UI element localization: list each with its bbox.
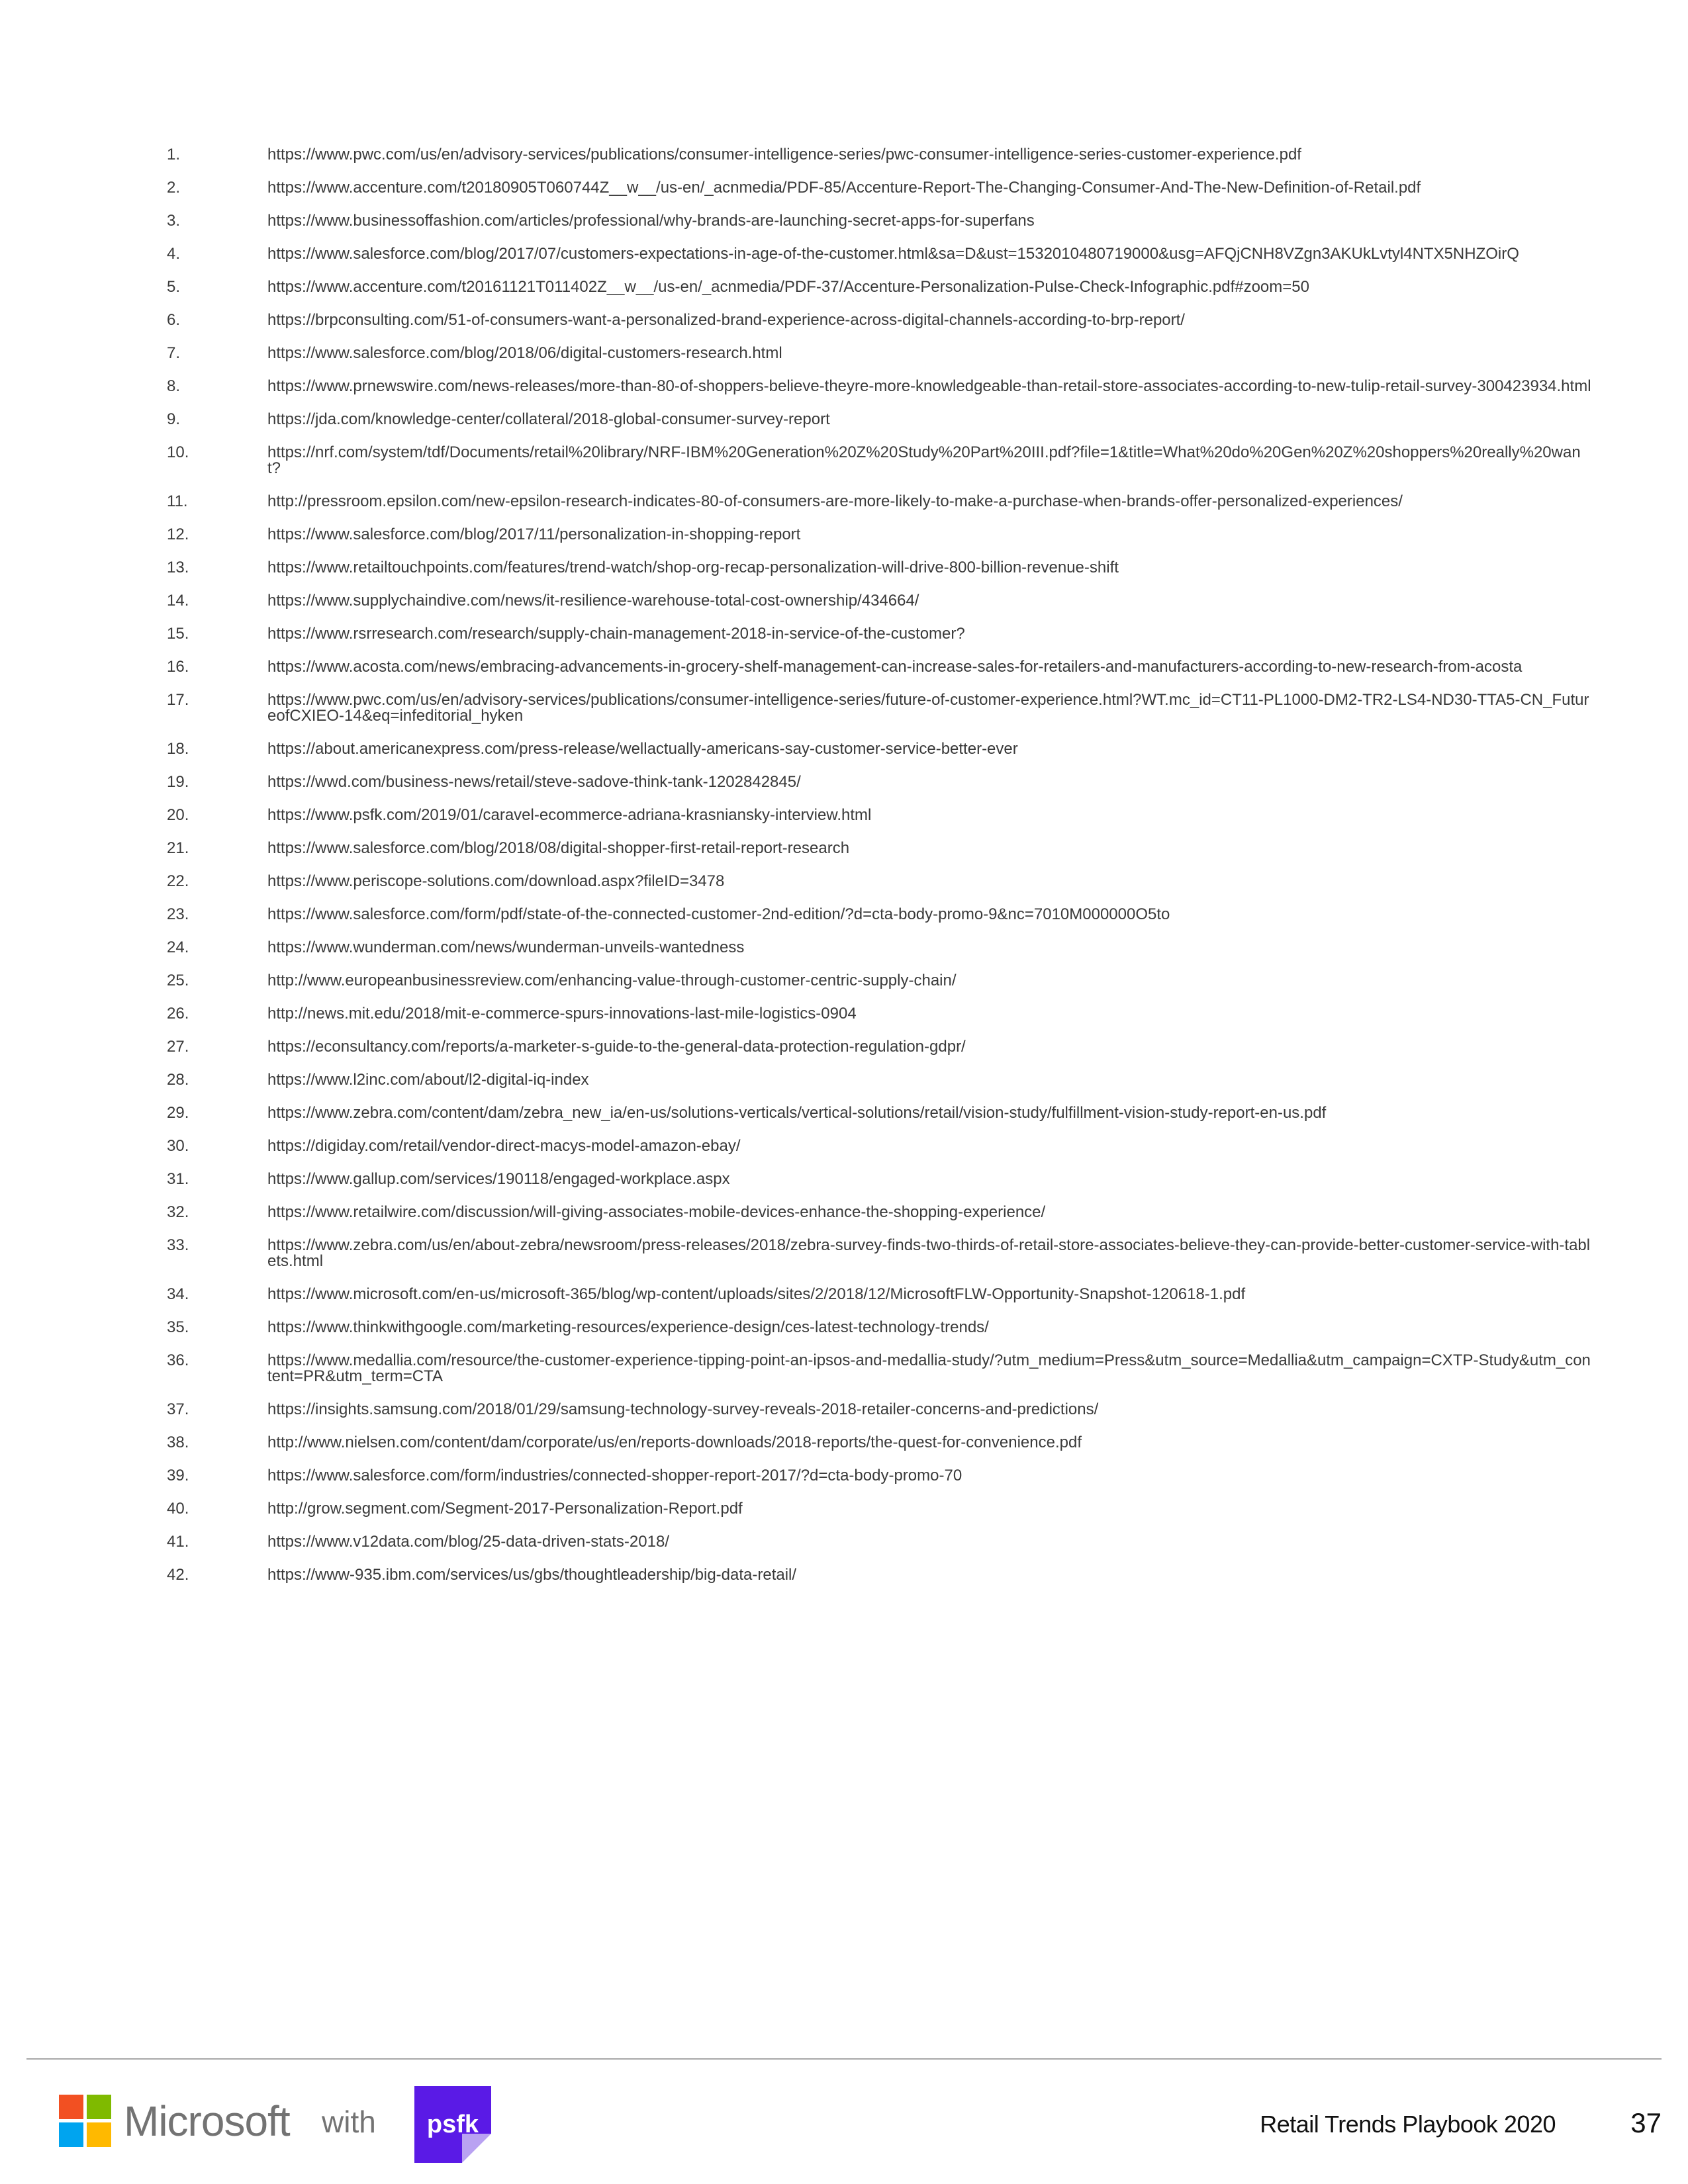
reference-number: 25. [167,972,189,989]
reference-item [167,841,1597,856]
reference-number: 30. [167,1137,189,1155]
reference-url[interactable]: https://www.zebra.com/us/en/about-zebra/newsroom/press-releases/2018/zebra-survey-finds-two-thirds-of-retail-store-associates-believe-they-can-provide-better-customer-service-with-tablets.html [267,1236,1591,1270]
reference-number: 37. [167,1400,189,1418]
reference-number: 17. [167,691,189,709]
reference-url[interactable]: https://www.l2inc.com/about/l2-digital-iq-index [267,1071,589,1089]
reference-item [167,1105,1597,1121]
reference-number: 32. [167,1203,189,1221]
reference-url[interactable]: https://www.prnewswire.com/news-releases/more-than-80-of-shoppers-believe-theyre-more-knowledgeable-than-retail-store-associates-according-to-new-tulip-retail-survey-300423934.html [267,377,1591,395]
reference-number: 42. [167,1566,189,1584]
reference-url[interactable]: https://www.psfk.com/2019/01/caravel-ecommerce-adriana-krasniansky-interview.html [267,806,872,824]
reference-item [167,692,1597,724]
reference-item [167,973,1597,989]
reference-item [167,494,1597,510]
reference-number: 35. [167,1318,189,1336]
reference-url[interactable]: https://www.pwc.com/us/en/advisory-services/publications/consumer-intelligence-series/pwc-consumer-intelligence-series-customer-experience.pdf [267,146,1301,163]
reference-url[interactable]: https://www.v12data.com/blog/25-data-driven-stats-2018/ [267,1533,669,1551]
reference-number: 28. [167,1071,189,1089]
reference-url[interactable]: https://about.americanexpress.com/press-release/wellactually-americans-say-customer-service-better-ever [267,740,1018,758]
reference-item [167,626,1597,642]
ms-logo-yellow-square [87,2122,111,2147]
reference-number: 4. [167,245,181,263]
reference-url[interactable]: https://www.pwc.com/us/en/advisory-services/publications/consumer-intelligence-series/future-of-customer-experience.html?WT.mc_id=CT11-PL1000-DM2-TR2-LS4-ND30-TTA5-CN_FutureofCXIEO-14&eq=infeditorial_hyken [267,691,1589,725]
reference-number: 20. [167,806,189,824]
reference-url[interactable]: https://www.medallia.com/resource/the-customer-experience-tipping-point-an-ipsos-and-medallia-study/?utm_medium=Press&utm_source=Medallia&utm_campaign=CXTP-Study&utm_content=PR&utm_term=CTA [267,1351,1591,1385]
reference-url[interactable]: https://www.supplychaindive.com/news/it-resilience-warehouse-total-cost-ownership/434664/ [267,592,919,610]
reference-url[interactable]: https://econsultancy.com/reports/a-marketer-s-guide-to-the-general-data-protection-regulation-gdpr/ [267,1038,966,1056]
page-number: 37 [1630,2107,1662,2138]
reference-url[interactable]: https://www.accenture.com/t20180905T060744Z__w__/us-en/_acnmedia/PDF-85/Accenture-Report-The-Changing-Consumer-And-The-New-Definition-of-Retail.pdf [267,179,1421,197]
reference-item [167,593,1597,609]
reference-url[interactable]: https://www.microsoft.com/en-us/microsoft-365/blog/wp-content/uploads/sites/2/2018/12/MicrosoftFLW-Opportunity-Snapshot-120618-1.pdf [267,1285,1246,1303]
reference-url[interactable]: https://insights.samsung.com/2018/01/29/samsung-technology-survey-reveals-2018-retailer-concerns-and-predictions/ [267,1400,1099,1418]
reference-url[interactable]: https://jda.com/knowledge-center/collateral/2018-global-consumer-survey-report [267,410,830,428]
references-list [167,147,1597,1600]
reference-item [167,1138,1597,1154]
reference-url[interactable]: http://grow.segment.com/Segment-2017-Personalization-Report.pdf [267,1500,743,1518]
reference-item [167,1287,1597,1302]
reference-item [167,1402,1597,1418]
reference-item [167,907,1597,923]
reference-item [167,1238,1597,1269]
footer-divider [26,2058,1662,2060]
reference-item [167,379,1597,394]
reference-item [167,807,1597,823]
reference-item [167,1435,1597,1451]
reference-item [167,527,1597,543]
reference-item [167,180,1597,196]
reference-number: 10. [167,443,189,461]
reference-number: 22. [167,872,189,890]
reference-url[interactable]: https://www.retailtouchpoints.com/features/trend-watch/shop-org-recap-personalization-will-drive-800-billion-revenue-shift [267,559,1119,576]
reference-url[interactable]: https://www.acosta.com/news/embracing-advancements-in-grocery-shelf-management-can-increase-sales-for-retailers-and-manufacturers-according-to-new-research-from-acosta [267,658,1523,676]
ms-logo-red-square [59,2095,83,2119]
reference-url[interactable]: http://news.mit.edu/2018/mit-e-commerce-spurs-innovations-last-mile-logistics-0904 [267,1005,857,1023]
reference-url[interactable]: https://www.salesforce.com/blog/2017/07/customers-expectations-in-age-of-the-customer.html&sa=D&ust=1532010480719000&usg=AFQjCNH8VZgn3AKUkLvtyl4NTX5NHZOirQ [267,245,1519,263]
reference-item [167,659,1597,675]
reference-number: 2. [167,179,181,197]
reference-item [167,445,1597,477]
reference-number: 18. [167,740,189,758]
reference-item [167,1468,1597,1484]
reference-item [167,412,1597,428]
reference-number: 36. [167,1351,189,1369]
reference-item [167,213,1597,229]
reference-number: 5. [167,278,181,296]
reference-url[interactable]: https://www.salesforce.com/blog/2018/08/digital-shopper-first-retail-report-research [267,839,850,857]
reference-url[interactable]: https://www-935.ibm.com/services/us/gbs/thoughtleadership/big-data-retail/ [267,1566,797,1584]
reference-item [167,560,1597,576]
reference-item [167,1072,1597,1088]
reference-url[interactable]: https://www.retailwire.com/discussion/will-giving-associates-mobile-devices-enhance-the-shopping-experience/ [267,1203,1046,1221]
reference-number: 6. [167,311,181,329]
reference-url[interactable]: http://www.europeanbusinessreview.com/enhancing-value-through-customer-centric-supply-chain/ [267,972,957,989]
reference-number: 31. [167,1170,189,1188]
reference-url[interactable]: https://digiday.com/retail/vendor-direct-macys-model-amazon-ebay/ [267,1137,741,1155]
reference-number: 7. [167,344,181,362]
reference-number: 27. [167,1038,189,1056]
reference-number: 26. [167,1005,189,1023]
reference-number: 34. [167,1285,189,1303]
reference-item [167,1353,1597,1385]
reference-item [167,312,1597,328]
reference-url[interactable]: https://www.salesforce.com/blog/2018/06/digital-customers-research.html [267,344,782,362]
reference-item [167,1205,1597,1220]
reference-item [167,1501,1597,1517]
reference-number: 11. [167,492,188,510]
ms-logo-blue-square [59,2122,83,2147]
psfk-logo: psfk [414,2086,491,2163]
reference-url[interactable]: https://www.salesforce.com/form/pdf/state-of-the-connected-customer-2nd-edition/?d=cta-body-promo-9&nc=7010M000000O5to [267,905,1170,923]
reference-item [167,1039,1597,1055]
reference-number: 14. [167,592,189,610]
reference-url[interactable]: https://www.periscope-solutions.com/download.aspx?fileID=3478 [267,872,725,890]
ms-logo-green-square [87,2095,111,2119]
reference-number: 16. [167,658,189,676]
reference-item [167,774,1597,790]
reference-url[interactable]: https://www.accenture.com/t20161121T011402Z__w__/us-en/_acnmedia/PDF-37/Accenture-Personalization-Pulse-Check-Infographic.pdf#zoom=50 [267,278,1309,296]
reference-url[interactable]: https://www.businessoffashion.com/articles/professional/why-brands-are-launching-secret-apps-for-superfans [267,212,1035,230]
reference-number: 9. [167,410,181,428]
document-title: Retail Trends Playbook 2020 [1260,2111,1556,2138]
reference-url[interactable]: https://www.thinkwithgoogle.com/marketing-resources/experience-design/ces-latest-technology-trends/ [267,1318,989,1336]
reference-number: 33. [167,1236,189,1254]
reference-number: 39. [167,1467,189,1484]
reference-url[interactable]: https://www.zebra.com/content/dam/zebra_new_ia/en-us/solutions-verticals/vertical-solutions/retail/vision-study/fulfillment-vision-study-report-en-us.pdf [267,1104,1327,1122]
reference-number: 19. [167,773,189,791]
reference-url[interactable]: https://www.rsrresearch.com/research/supply-chain-management-2018-in-service-of-the-customer? [267,625,965,643]
reference-url[interactable]: https://www.salesforce.com/form/industries/connected-shopper-report-2017/?d=cta-body-promo-70 [267,1467,962,1484]
reference-number: 13. [167,559,189,576]
reference-number: 38. [167,1433,189,1451]
reference-item [167,874,1597,889]
with-text: with [322,2105,376,2139]
reference-number: 3. [167,212,181,230]
reference-number: 21. [167,839,189,857]
reference-item [167,1567,1597,1583]
reference-item [167,246,1597,262]
reference-url[interactable]: https://wwd.com/business-news/retail/steve-sadove-think-tank-1202842845/ [267,773,801,791]
reference-number: 29. [167,1104,189,1122]
reference-item [167,345,1597,361]
microsoft-logo-icon [59,2095,111,2147]
reference-url[interactable]: http://www.nielsen.com/content/dam/corporate/us/en/reports-downloads/2018-reports/the-quest-for-convenience.pdf [267,1433,1082,1451]
microsoft-wordmark: Microsoft [124,2097,290,2145]
reference-item [167,147,1597,163]
reference-url[interactable]: https://nrf.com/system/tdf/Documents/retail%20library/NRF-IBM%20Generation%20Z%20Study%20Part%20III.pdf?file=1&title=What%20do%20Gen%20Z%20shoppers%20really%20want? [267,443,1581,477]
reference-number: 1. [167,146,181,163]
reference-url[interactable]: https://www.gallup.com/services/190118/engaged-workplace.aspx [267,1170,730,1188]
reference-url[interactable]: http://pressroom.epsilon.com/new-epsilon-research-indicates-80-of-consumers-are-more-likely-to-make-a-purchase-when-brands-offer-personalized-experiences/ [267,492,1403,510]
reference-number: 41. [167,1533,189,1551]
reference-number: 23. [167,905,189,923]
reference-item [167,1320,1597,1336]
reference-item [167,940,1597,956]
reference-number: 8. [167,377,181,395]
reference-item [167,1534,1597,1550]
reference-url[interactable]: https://www.wunderman.com/news/wunderman-unveils-wantedness [267,938,745,956]
reference-url[interactable]: https://www.salesforce.com/blog/2017/11/personalization-in-shopping-report [267,525,801,543]
reference-item [167,279,1597,295]
reference-number: 40. [167,1500,189,1518]
reference-item [167,1006,1597,1022]
reference-number: 15. [167,625,189,643]
reference-number: 24. [167,938,189,956]
reference-number: 12. [167,525,189,543]
reference-url[interactable]: https://brpconsulting.com/51-of-consumers-want-a-personalized-brand-experience-across-digital-channels-according-to-brp-report/ [267,311,1185,329]
reference-item [167,1171,1597,1187]
reference-item [167,741,1597,757]
